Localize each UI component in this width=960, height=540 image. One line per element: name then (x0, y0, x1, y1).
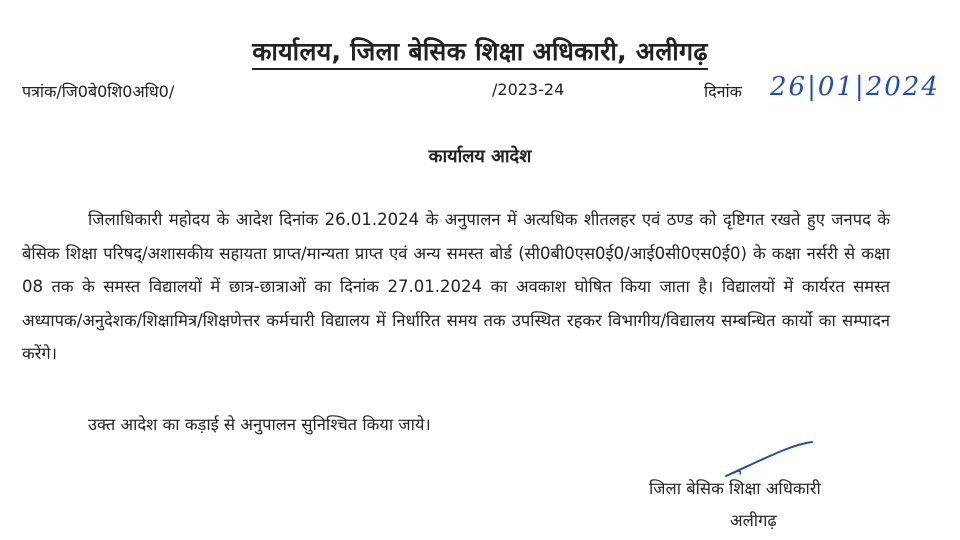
session-year: /2023-24 (492, 80, 565, 99)
letter-number: पत्रांक/जि0बे0शि0अधि0/ (22, 82, 175, 101)
order-paragraph: जिलाधिकारी महोदय के आदेश दिनांक 26.01.2024 के अनुपालन में अत्यधिक शीतलहर एवं ठण्ड को दृष्टिगत रखते हुए जनपद के बेसिक शिक्षा परिषद्/अशासकीय सहायता प्राप्त/मान्यता प्राप्त एवं अन्य समस्त बोर्ड (सी0बी0एस0ई0/आई0सी0एस0ई0) के कक्षा नर्सरी से कक्षा 08 तक के समस्त विद्यालयों में छात्र-छात्राओं का दिनांक 27.01.2024 का अवकाश घोषित किया जाता है। विद्यालयों में कार्यरत समस्त अध्यापक/अनुदेशक/शिक्षामित्र/शिक्षणेत्तर कर्मचारी विद्यालय में निर्धारित समय तक उपस्थित रहकर विभागीय/विद्यालय सम्बन्धित कार्यो का सम्पादन करेंगे। (22, 210, 890, 363)
signature-mark (724, 440, 814, 480)
signatory-place: अलीगढ़ (730, 511, 777, 530)
office-title-text: कार्यालय, जिला बेसिक शिक्षा अधिकारी, अलीगढ़ (252, 37, 708, 70)
handwritten-date: 26|01|2024 (770, 72, 940, 102)
date-label: दिनांक (704, 82, 742, 101)
order-closing-line: उक्त आदेश का कड़ाई से अनुपालन सुनिश्चित किया जाये। (88, 415, 431, 434)
order-heading: कार्यालय आदेश (428, 146, 532, 167)
office-title (0, 34, 960, 68)
reference-row (22, 72, 940, 108)
signatory-designation: जिला बेसिक शिक्षा अधिकारी (649, 479, 821, 498)
